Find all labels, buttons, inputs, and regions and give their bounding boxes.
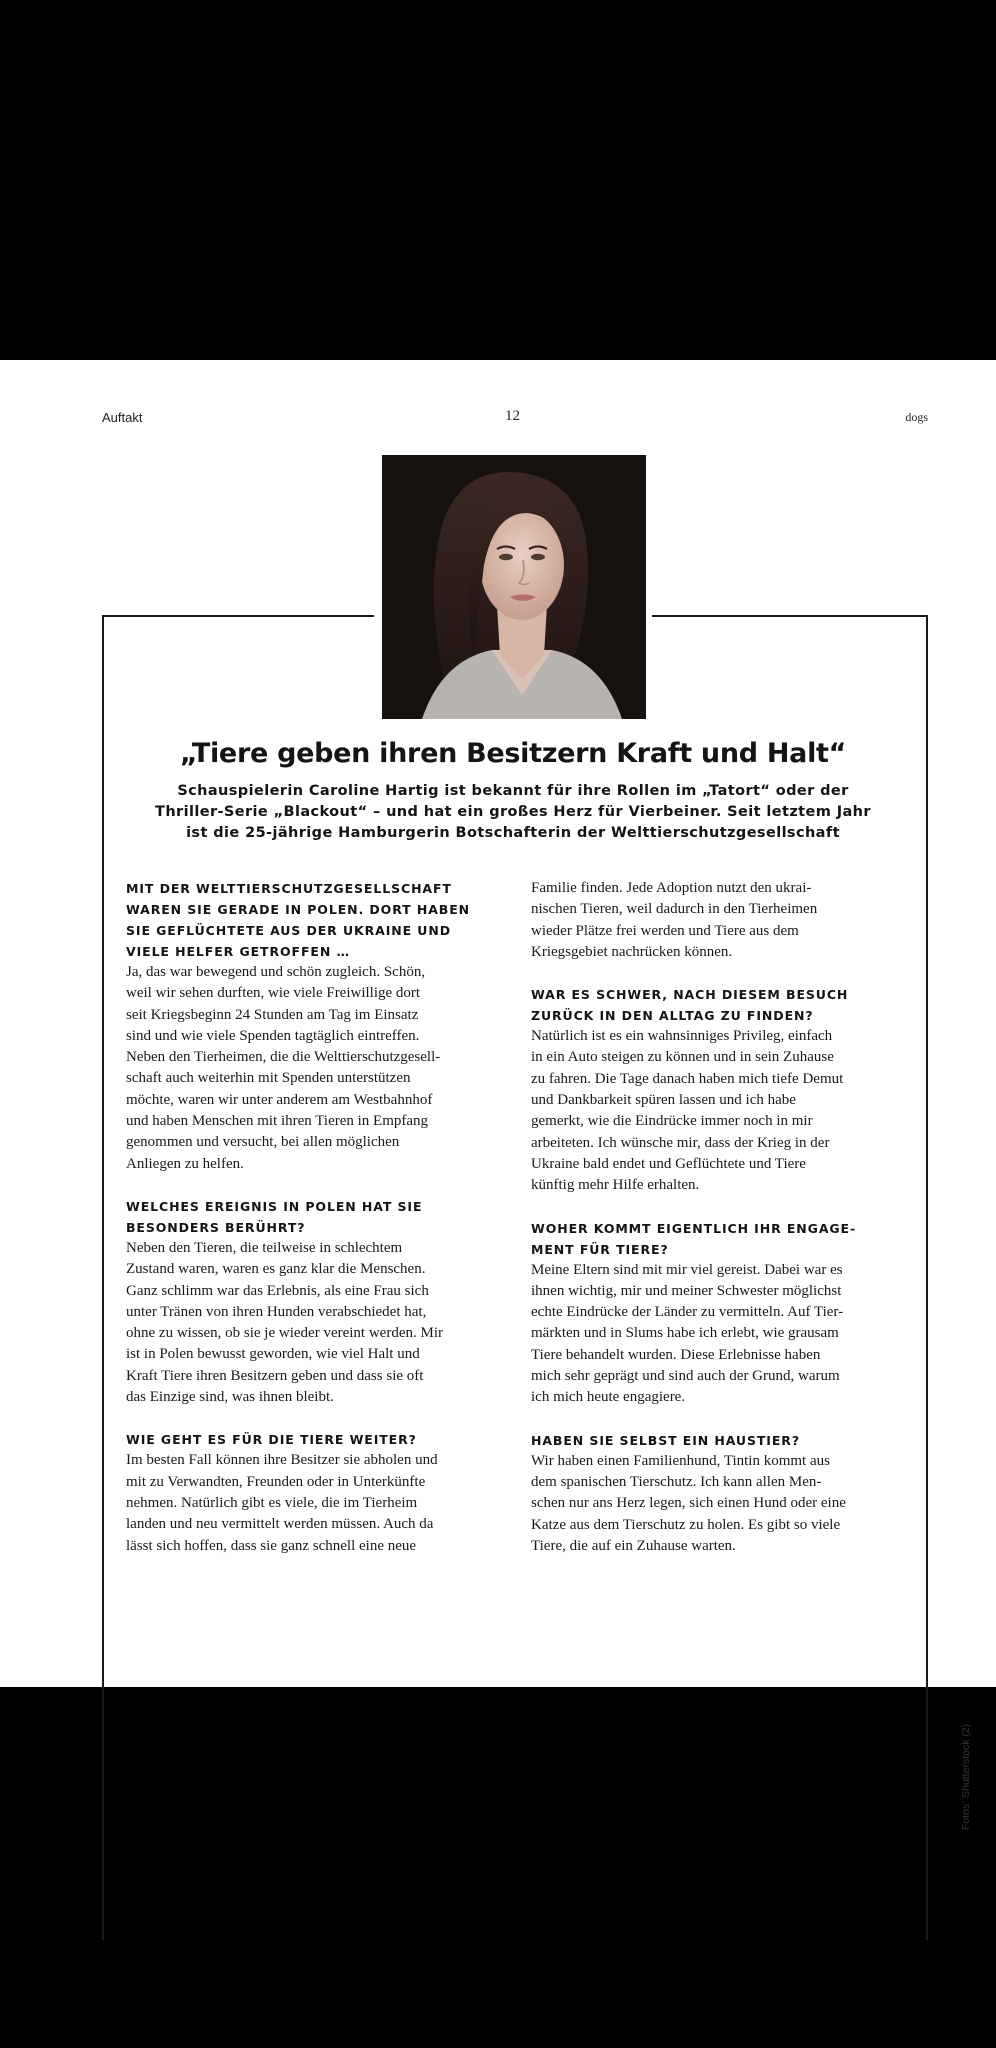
article-intro (130, 781, 896, 844)
interview-question-line: ZURÜCK IN DEN ALLTAG ZU FINDEN? (531, 1008, 814, 1024)
frame-left (102, 615, 104, 1940)
interview-answer-line: Tiere, die auf ein Zuhause warten. (531, 1537, 736, 1554)
interview-answer-line: arbeiteten. Ich wünsche mir, dass der Krieg in der (531, 1134, 830, 1151)
interview-answer-line: Neben den Tierheimen, die die Welttierschutzgesell- (126, 1049, 441, 1066)
interview-answer-line: Katze aus dem Tierschutz zu holen. Es gibt so viele (531, 1516, 841, 1533)
interview-answer-line: schen nur ans Herz legen, sich einen Hund oder eine (531, 1495, 846, 1512)
interview-answer-line: landen und neu vermittelt werden müssen. Auch da (126, 1516, 434, 1533)
interview-question-line: WAREN SIE GERADE IN POLEN. DORT HABEN (126, 902, 471, 917)
interview-answer-line: das Einzige sind, was ihnen bleibt. (126, 1389, 334, 1406)
interview-answer-line: Ukraine bald endet und Geflüchtete und Tiere (531, 1155, 806, 1172)
interview-answer-line: künftig mehr Hilfe erhalten. (531, 1177, 700, 1194)
interview-answer-line: Ja, das war bewegend und schön zugleich. Schön, (126, 964, 426, 980)
interview-answer-line: ohne zu wissen, ob sie je wieder vereint werden. Mir (126, 1325, 443, 1342)
interview-answer-line: genommen und versucht, bei allen möglichen (126, 1134, 400, 1151)
interview-answer-line: zu fahren. Die Tage danach haben mich tiefe Demut (531, 1070, 844, 1087)
interview-question-line: HABEN SIE SELBST EIN HAUSTIER? (531, 1432, 800, 1448)
interview-answer-line: echte Eindrücke der Länder zu vermitteln. Auf Tier- (531, 1304, 844, 1321)
interview-answer-line: Wir haben einen Familienhund, Tintin kommt aus (531, 1452, 830, 1469)
interview-question-line: MENT FÜR TIERE? (531, 1241, 669, 1257)
interview-answer-line: und Dankbarkeit spüren lassen und ich habe (531, 1092, 796, 1109)
interview-answer-line: möchte, waren wir unter anderem am Westbahnhof (126, 1091, 433, 1108)
interview-answer-line: mich sehr geprägt und sind auch der Grund, warum (531, 1368, 840, 1385)
interview-answer-line: Kriegsgebiet nachrücken können. (531, 943, 733, 960)
magazine-logo: dogs (905, 410, 928, 424)
paragraph-gap (126, 1408, 496, 1429)
interview-question-line: WAR ES SCHWER, NACH DIESEM BESUCH (531, 987, 849, 1003)
interview-answer-line: seit Kriegsbeginn 24 Stunden am Tag im Einsatz (126, 1006, 419, 1023)
interview-answer-line: Im besten Fall können ihre Besitzer sie abholen und (126, 1452, 438, 1469)
interview-answer-line: unter Tränen von ihren Hunden verabschiedet hat, (126, 1303, 427, 1320)
interview-answer-line: Ganz schlimm war das Erlebnis, als eine Frau sich (126, 1282, 429, 1299)
interview-answer-line: ist in Polen bewusst geworden, wie viel Halt und (126, 1346, 420, 1363)
interview-answer-line: mit zu Verwandten, Freunden oder in Unterkünfte (126, 1473, 426, 1490)
interview-answer-line: weil wir sehen durften, wie viele Freiwillige dort (126, 985, 421, 1002)
interview-answer-line: sind und wie viele Spenden tagtäglich eintreffen. (126, 1027, 420, 1044)
interview-question-line: WELCHES EREIGNIS IN POLEN HAT SIE (126, 1198, 423, 1214)
interview-answer-line: schaft auch weiterhin mit Spenden unterstützen (126, 1070, 411, 1087)
right-column (531, 878, 901, 1557)
interview-answer-line: in ein Auto steigen zu können und in sein Zuhause (531, 1049, 834, 1066)
interview-answer-line: Familie finden. Jede Adoption nutzt den ukrai- (531, 880, 812, 896)
frame-top-right (652, 615, 928, 617)
intro-line: Schauspielerin Caroline Hartig ist bekannt für ihre Rollen im „Tatort“ oder der (177, 783, 849, 799)
section-label: Auftakt (102, 410, 143, 425)
interview-question-line: SIE GEFLÜCHTETE AUS DER UKRAINE UND (126, 923, 451, 938)
interview-answer-line: nischen Tieren, weil dadurch in den Tierheimen (531, 901, 818, 918)
paragraph-gap (531, 1197, 901, 1218)
interview-answer-line: Zustand waren, waren es ganz klar die Menschen. (126, 1261, 426, 1278)
interview-question-line: WOHER KOMMT EIGENTLICH IHR ENGAGE- (531, 1220, 857, 1236)
photo-credit: Fotos: Shutterstock (2) (960, 1723, 972, 1830)
page-number: 12 (505, 408, 520, 424)
interview-answer-line: Neben den Tieren, die teilweise in schlechtem (126, 1239, 403, 1256)
interview-question-line: VIELE HELFER GETROFFEN … (126, 944, 350, 959)
left-column (126, 878, 496, 1557)
interview-answer-line: wieder Plätze frei werden und Tiere aus dem (531, 922, 799, 939)
intro-line: Thriller-Serie „Blackout“ – und hat ein großes Herz für Vierbeiner. Seit letztem Jahr (155, 804, 871, 820)
interview-answer-line: Kraft Tiere ihren Besitzern geben und dass sie oft (126, 1367, 424, 1384)
interview-answer-line: nehmen. Natürlich gibt es viele, die im Tierheim (126, 1494, 418, 1511)
intro-line: ist die 25-jährige Hamburgerin Botschafterin der Welttierschutzgesellschaft (186, 825, 840, 841)
portrait-illustration (382, 455, 646, 719)
interview-answer-line: märkten und in Slums habe ich erlebt, wie grausam (531, 1325, 839, 1342)
paragraph-gap (531, 963, 901, 984)
article-headline: „Tiere geben ihren Besitzern Kraft und Halt“ (179, 738, 847, 769)
interview-answer-line: gemerkt, wie die Eindrücke immer noch in mir (531, 1113, 813, 1130)
interview-answer-line: Tiere behandelt wurden. Diese Erlebnisse haben (531, 1346, 821, 1363)
interview-answer-line: dem spanischen Tierschutz. Ich kann allen Men- (531, 1473, 822, 1490)
interview-answer-line: und haben Menschen mit ihren Tieren in Empfang (126, 1113, 429, 1130)
interview-answer-line: ich mich heute engagiere. (531, 1389, 686, 1406)
interview-question-line: WIE GEHT ES FÜR DIE TIERE WEITER? (126, 1432, 417, 1448)
interview-question-line: MIT DER WELTTIERSCHUTZGESELLSCHAFT (126, 881, 452, 896)
magazine-page (0, 360, 996, 1830)
interview-answer-line: Natürlich ist es ein wahnsinniges Privileg, einfach (531, 1028, 833, 1045)
interview-answer-line: ihnen wichtig, mir und meiner Schwester möglichst (531, 1282, 842, 1299)
paragraph-gap (531, 1409, 901, 1430)
frame-top-left (102, 615, 374, 617)
interview-answer-line: Anliegen zu helfen. (126, 1155, 244, 1172)
interview-answer-line: lässt sich hoffen, dass sie ganz schnell eine neue (126, 1537, 417, 1554)
interview-answer-line: Meine Eltern sind mit mir viel gereist. Dabei war es (531, 1261, 843, 1278)
portrait-photo (382, 455, 646, 719)
frame-right (926, 615, 928, 1940)
paragraph-gap (126, 1175, 496, 1196)
interview-question-line: BESONDERS BERÜHRT? (126, 1219, 306, 1235)
